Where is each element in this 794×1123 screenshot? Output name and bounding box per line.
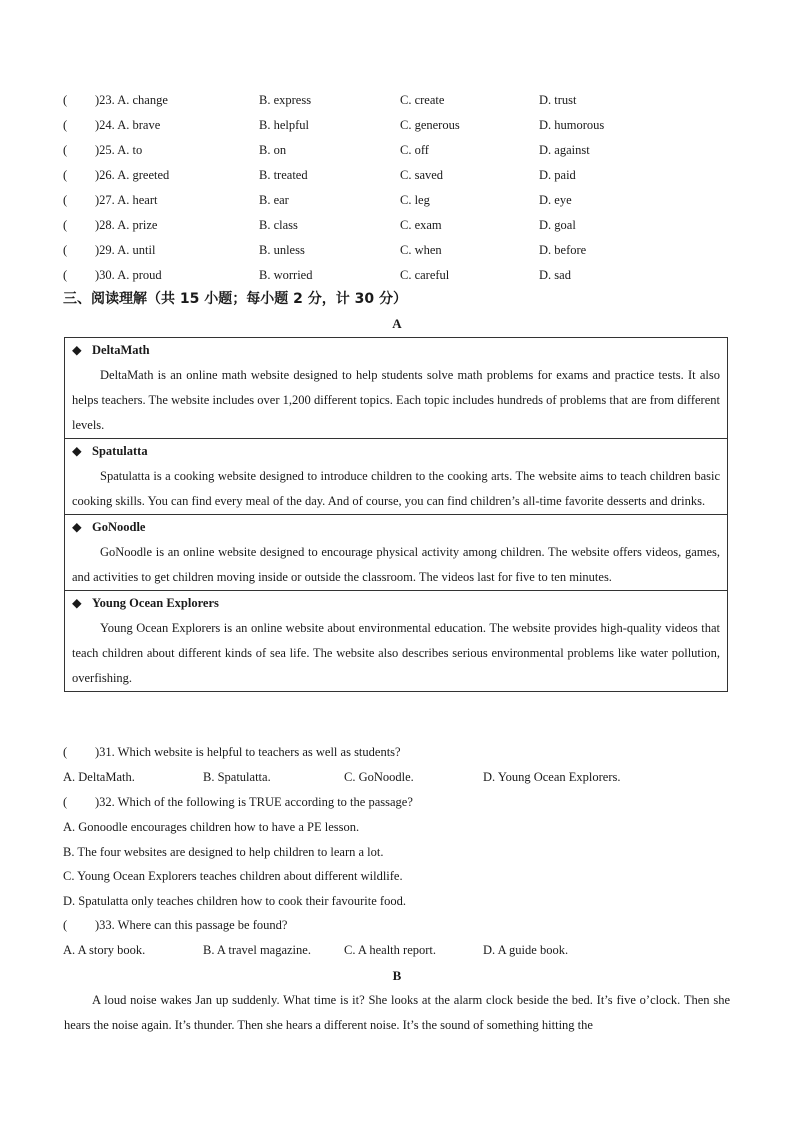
option-b: B. express [259,93,312,107]
website-description: Young Ocean Explorers is an online website about environmental education. The website provides high-quality videos that teach children about different kinds of sea life. The website also describes serious environmental problems like water pollution, overfishing. [72,621,720,685]
option-c: C. generous [400,118,460,132]
option-d: D. eye [539,193,572,207]
question-31-choices [63,765,743,790]
option-d: D. against [539,143,590,157]
choice-a: A. A story book. [63,943,146,957]
question-32 [63,790,743,815]
website-name: Spatulatta [92,444,148,458]
option-a: )24. A. brave [95,118,161,132]
option-row-28 [63,213,743,238]
answer-blank: ( [63,268,68,282]
option-d: D. humorous [539,118,605,132]
passage-b-label: B [392,968,402,983]
website-name: DeltaMath [92,343,150,357]
choice-d: D. Spatulatta only teaches children how to cook their favourite food. [63,893,406,908]
answer-blank: ( [63,243,68,257]
option-row-27 [63,188,743,213]
website-cell-gonoodle [65,514,727,590]
website-description: GoNoodle is an online website designed to encourage physical activity among children. The website offers videos, games, and activities to get children moving inside or outside the classroom. The videos last for five to ten minutes. [72,545,720,584]
choice-a: A. Gonoodle encourages children how to have a PE lesson. [63,820,360,834]
question-33-choices [63,938,743,963]
website-table [64,337,728,692]
option-row-30 [63,263,743,288]
choice-c: C. A health report. [344,943,436,957]
question-33 [63,913,743,938]
answer-blank: ( [63,745,68,759]
passage-a-label: A [392,316,402,331]
passage-b-text: A loud noise wakes Jan up suddenly. What time is it? She looks at the alarm clock beside the bed. It’s five o’clock. Then she hears the noise again. It’s thunder. Then she hears a different noise. It’s the sound of something hitting the [64,993,730,1032]
option-d: D. before [539,243,587,257]
option-c: C. careful [400,268,450,282]
option-b: B. unless [259,243,305,257]
website-name: GoNoodle [92,520,146,534]
option-c: C. saved [400,168,444,182]
choice-c: C. GoNoodle. [344,770,414,784]
option-b: B. class [259,218,298,232]
option-row-25 [63,138,743,163]
option-c: C. leg [400,193,430,207]
questions [63,740,743,963]
option-row-24 [63,113,743,138]
answer-blank: ( [63,795,68,809]
option-a: )29. A. until [95,243,156,257]
website-description: Spatulatta is a cooking website designed to introduce children to the cooking arts. The website aims to teach children basic cooking skills. You can find every meal of the day. And of course, you can find children’s all-time favorite desserts and drinks. [72,469,720,508]
answer-blank: ( [63,93,68,107]
answer-blank: ( [63,218,68,232]
website-cell-spatulatta [65,438,727,514]
answer-blank: ( [63,118,68,132]
choice-b: B. Spatulatta. [203,770,271,784]
option-c: C. off [400,143,429,157]
option-a: )27. A. heart [95,193,158,207]
option-b: B. ear [259,193,289,207]
choice-b: B. The four websites are designed to help children to learn a lot. [63,844,384,859]
question-32-choices [63,815,743,913]
answer-blank: ( [63,918,68,932]
website-cell-young-ocean-explorers [65,590,727,691]
option-d: D. sad [539,268,571,282]
option-c: C. exam [400,218,442,232]
website-cell-deltamath [65,338,727,438]
diamond-bullet-icon: ◆ [72,444,82,458]
website-description: DeltaMath is an online math website designed to help students solve math problems for exams and practice tests. It also helps teachers. The website includes over 1,200 different topics. Each topic includes hundreds of problems that are from different levels. [72,368,720,432]
diamond-bullet-icon: ◆ [72,520,82,534]
choice-b: B. A travel magazine. [203,943,311,957]
option-b: B. worried [259,268,313,282]
option-a: )30. A. proud [95,268,162,282]
question-31 [63,740,743,765]
cloze-options [63,88,743,288]
choice-d: D. A guide book. [483,943,569,957]
option-d: D. goal [539,218,576,232]
option-a: )26. A. greeted [95,168,170,182]
option-row-29 [63,238,743,263]
question-text: )32. Which of the following is TRUE according to the passage? [95,795,413,809]
section-title: 三、阅读理解（共 15 小题；每小题 2 分，计 30 分） [63,291,407,307]
option-b: B. helpful [259,118,309,132]
option-a: )23. A. change [95,93,168,107]
option-d: D. trust [539,93,577,107]
option-b: B. treated [259,168,308,182]
option-a: )25. A. to [95,143,143,157]
answer-blank: ( [63,143,68,157]
option-c: C. when [400,243,442,257]
option-b: B. on [259,143,287,157]
diamond-bullet-icon: ◆ [72,343,82,357]
question-text: )33. Where can this passage be found? [95,918,288,932]
question-text: )31. Which website is helpful to teachers as well as students? [95,745,401,759]
option-a: )28. A. prize [95,218,158,232]
option-row-23 [63,88,743,113]
choice-d: D. Young Ocean Explorers. [483,770,621,784]
diamond-bullet-icon: ◆ [72,596,82,610]
choice-a: A. DeltaMath. [63,770,135,784]
website-name: Young Ocean Explorers [92,596,219,610]
answer-blank: ( [63,193,68,207]
answer-blank: ( [63,168,68,182]
option-row-26 [63,163,743,188]
choice-c: C. Young Ocean Explorers teaches children about different wildlife. [63,869,403,883]
option-c: C. create [400,93,445,107]
option-d: D. paid [539,168,576,182]
